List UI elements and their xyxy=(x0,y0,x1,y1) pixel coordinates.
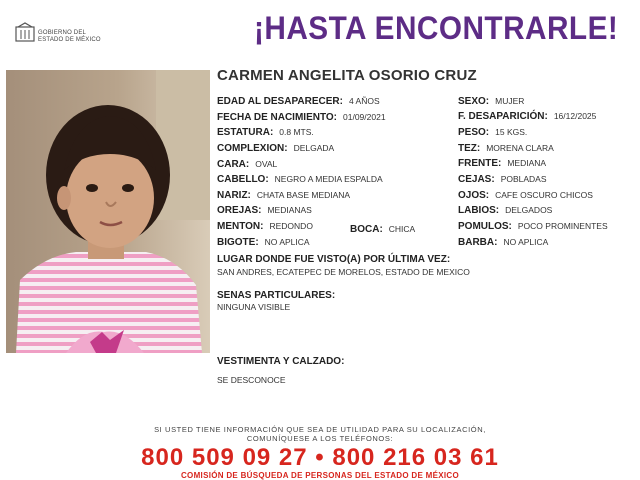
field-value: MEDIANA xyxy=(507,158,547,168)
field-label: NARIZ: xyxy=(217,190,251,201)
state-seal-icon xyxy=(14,22,36,44)
field-value: POCO PROMINENTES xyxy=(517,221,608,231)
field-ojos xyxy=(458,190,593,201)
field-label: CABELLO: xyxy=(217,174,269,185)
field-bigote xyxy=(217,237,310,248)
field-value: 0.8 MTS. xyxy=(279,127,314,137)
logo-line-1: GOBIERNO DEL xyxy=(38,30,87,36)
field-tez xyxy=(458,143,554,154)
logo-line-2: ESTADO DE MÉXICO xyxy=(38,37,101,43)
field-label: BIGOTE: xyxy=(217,237,259,248)
field-senas-value: NINGUNA VISIBLE xyxy=(217,302,291,312)
field-menton xyxy=(217,221,313,232)
field-vestimenta-value: SE DESCONOCE xyxy=(217,375,286,385)
field-label: SENAS PARTICULARES: xyxy=(217,290,336,301)
field-sexo xyxy=(458,96,524,107)
field-label: POMULOS: xyxy=(458,221,512,232)
field-label: LABIOS: xyxy=(458,205,500,216)
field-label: BARBA: xyxy=(458,237,498,248)
field-value: OVAL xyxy=(255,159,278,169)
field-peso xyxy=(458,127,527,138)
field-value: CHICA xyxy=(388,224,416,234)
field-label: FRENTE: xyxy=(458,158,502,169)
field-label: EDAD AL DESAPARECER: xyxy=(217,96,343,107)
field-label: COMPLEXION: xyxy=(217,143,288,154)
field-barba xyxy=(458,237,548,248)
field-lugar-value: SAN ANDRES, ECATEPEC DE MORELOS, ESTADO DE MEXICO xyxy=(217,267,470,277)
person-photo xyxy=(6,70,210,353)
field-value: 16/12/2025 xyxy=(553,111,597,121)
field-labios xyxy=(458,205,552,216)
field-edad xyxy=(217,96,380,107)
field-label: LUGAR DONDE FUE VISTO(A) POR ÚLTIMA VEZ: xyxy=(217,254,451,265)
field-value: REDONDO xyxy=(269,221,313,231)
field-cabello xyxy=(217,174,383,185)
field-label: ESTATURA: xyxy=(217,127,274,138)
field-fecha-nacimiento xyxy=(217,112,386,123)
field-lugar-label xyxy=(217,254,450,265)
field-label: VESTIMENTA Y CALZADO: xyxy=(217,356,345,367)
field-label: FECHA DE NACIMIENTO: xyxy=(217,112,337,123)
person-name: CARMEN ANGELITA OSORIO CRUZ xyxy=(217,67,477,84)
field-label: SEXO: xyxy=(458,96,490,107)
photo-image xyxy=(6,70,210,353)
field-label: OJOS: xyxy=(458,190,490,201)
field-label: CEJAS: xyxy=(458,174,495,185)
notice-line-1: SI USTED TIENE INFORMACIÓN QUE SEA DE UTILIDAD PARA SU LOCALIZACIÓN, xyxy=(154,425,486,434)
field-senas-label xyxy=(217,290,335,301)
government-logo xyxy=(14,22,124,52)
field-value: MORENA CLARA xyxy=(486,143,554,153)
field-label: MENTON: xyxy=(217,221,264,232)
headline: ¡HASTA ENCONTRARLE! xyxy=(254,10,619,46)
field-label: BOCA: xyxy=(350,224,383,235)
commission-name: COMISIÓN DE BÚSQUEDA DE PERSONAS DEL ESTADO DE MÉXICO xyxy=(180,471,459,480)
field-value: POBLADAS xyxy=(500,174,547,184)
field-cara xyxy=(217,159,277,170)
field-cejas xyxy=(458,174,547,185)
field-value: 4 AÑOS xyxy=(348,96,380,106)
field-value: MEDIANAS xyxy=(267,205,312,215)
field-value: NO APLICA xyxy=(264,237,310,247)
field-fecha-desaparicion xyxy=(458,111,596,122)
notice-line-2: COMUNÍQUESE A LOS TELÉFONOS: xyxy=(246,434,394,443)
field-value: 15 KGS. xyxy=(495,127,528,137)
field-vestimenta-label xyxy=(217,356,344,367)
field-frente xyxy=(458,158,546,169)
field-value: CAFE OSCURO CHICOS xyxy=(495,190,593,200)
field-orejas xyxy=(217,205,312,216)
field-label: PESO: xyxy=(458,127,490,138)
field-value: MUJER xyxy=(495,96,525,106)
field-label: OREJAS: xyxy=(217,205,262,216)
field-value: 01/09/2021 xyxy=(343,112,386,122)
field-label: F. DESAPARICIÓN: xyxy=(458,111,548,122)
field-pomulos xyxy=(458,221,608,232)
field-value: DELGADOS xyxy=(505,205,553,215)
field-value: NEGRO A MEDIA ESPALDA xyxy=(274,174,383,184)
field-label: TEZ: xyxy=(458,143,481,154)
field-estatura xyxy=(217,127,314,138)
field-value: DELGADA xyxy=(293,143,335,153)
phone-numbers: 800 509 09 27 • 800 216 03 61 xyxy=(141,444,499,471)
field-value: NO APLICA xyxy=(503,237,549,247)
field-value: CHATA BASE MEDIANA xyxy=(256,190,351,200)
field-boca xyxy=(350,224,415,235)
field-complexion xyxy=(217,143,334,154)
field-nariz xyxy=(217,190,350,201)
field-label: CARA: xyxy=(217,159,250,170)
